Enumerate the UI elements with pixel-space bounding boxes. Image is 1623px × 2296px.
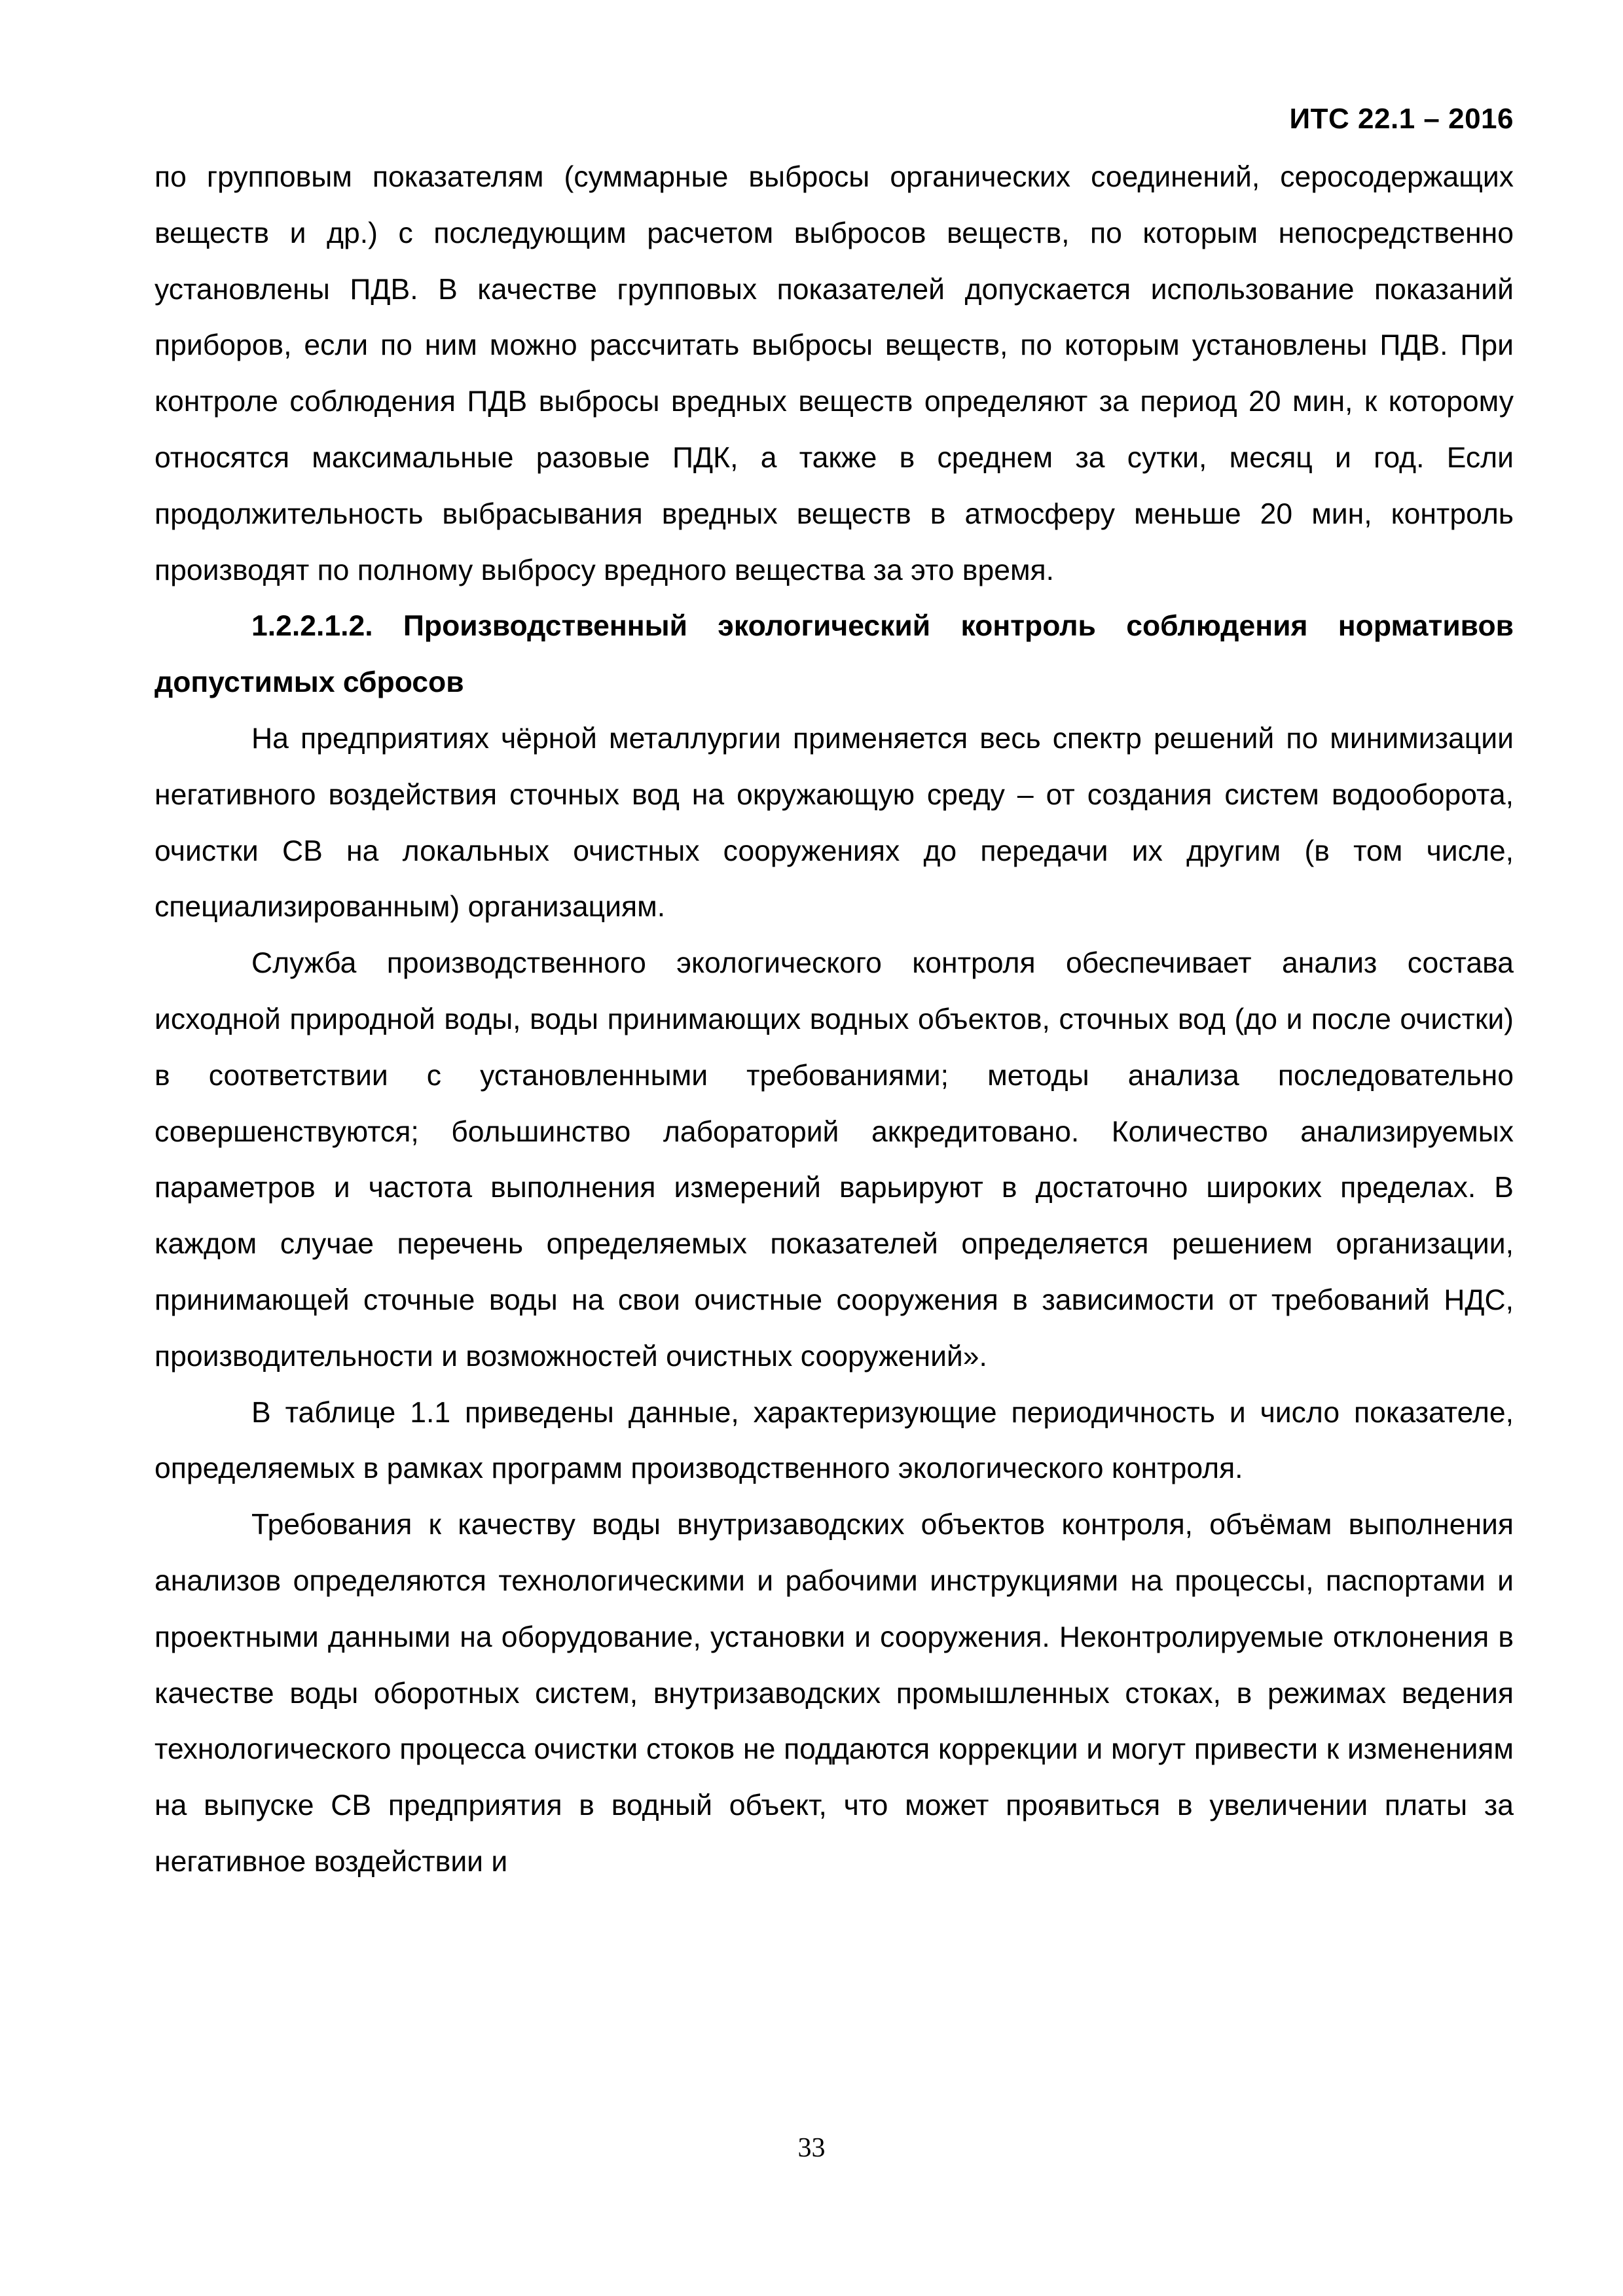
paragraph-water-quality: Требования к качеству воды внутризаводских объектов контроля, объёмам выполнения анализов определяются технологическими и рабочими инструкциями на процессы, паспортами и проектными данными на оборудование, установки и сооружения. Неконтролируемые отклонения в качестве воды оборотных систем, внутризаводских промышленных стоках, в режимах ведения технологического процесса очистки стоков не поддаются коррекции и могут привести к изменениям на выпуске СВ предприятия в водный объект, что может проявиться в увеличении платы за негативное воздействии и — [155, 1509, 1514, 1878]
section-number: 1.2.2.1.2. — [251, 610, 373, 643]
page-number: 33 — [797, 2133, 826, 2163]
page-body — [155, 149, 1514, 1890]
document-code-header: ИТС 22.1 – 2016 — [1289, 103, 1514, 135]
paragraph-metallurgy: На предприятиях чёрной металлургии применяется весь спектр решений по минимизации негативного воздействия сточных вод на окружающую среду – от создания систем водооборота, очистки СВ на локальных очистных сооружениях до передачи их другим (в том числе, специализированным) организациям. — [155, 722, 1514, 924]
section-heading — [155, 598, 1514, 711]
paragraph-control-service: Служба производственного экологического контроля обеспечивает анализ состава исходной природной воды, воды принимающих водных объектов, сточных вод (до и после очистки) в соответствии с установленными требованиями; методы анализа последовательно совершенствуются; большинство лабораторий аккредитовано. Количество анализируемых параметров и частота выполнения измерений варьируют в достаточно широких пределах. В каждом случае перечень определяемых показателей определяется решением организации, принимающей сточные воды на свои очистные сооружения в зависимости от требований НДС, производительности и возможностей очистных сооружений». — [155, 947, 1514, 1372]
paragraph-table-reference: В таблице 1.1 приведены данные, характеризующие периодичность и число показателе, определяемых в рамках программ производственного экологического контроля. — [155, 1396, 1514, 1485]
section-title: Производственный экологический контроль соблюдения нормативов допустимых сбросов — [155, 610, 1514, 699]
paragraph-continuation: по групповым показателям (суммарные выбросы органических соединений, серосодержащих веществ и др.) с последующим расчетом выбросов веществ, по которым непосредственно установлены ПДВ. В качестве групповых показателей допускается использование показаний приборов, если по ним можно рассчитать выбросы веществ, по которым установлены ПДВ. При контроле соблюдения ПДВ выбросы вредных веществ определяют за период 20 мин, к которому относятся максимальные разовые ПДК, а также в среднем за сутки, месяц и год. Если продолжительность выбрасывания вредных веществ в атмосферу меньше 20 мин, контроль производят по полному выбросу вредного вещества за это время. — [155, 161, 1514, 586]
